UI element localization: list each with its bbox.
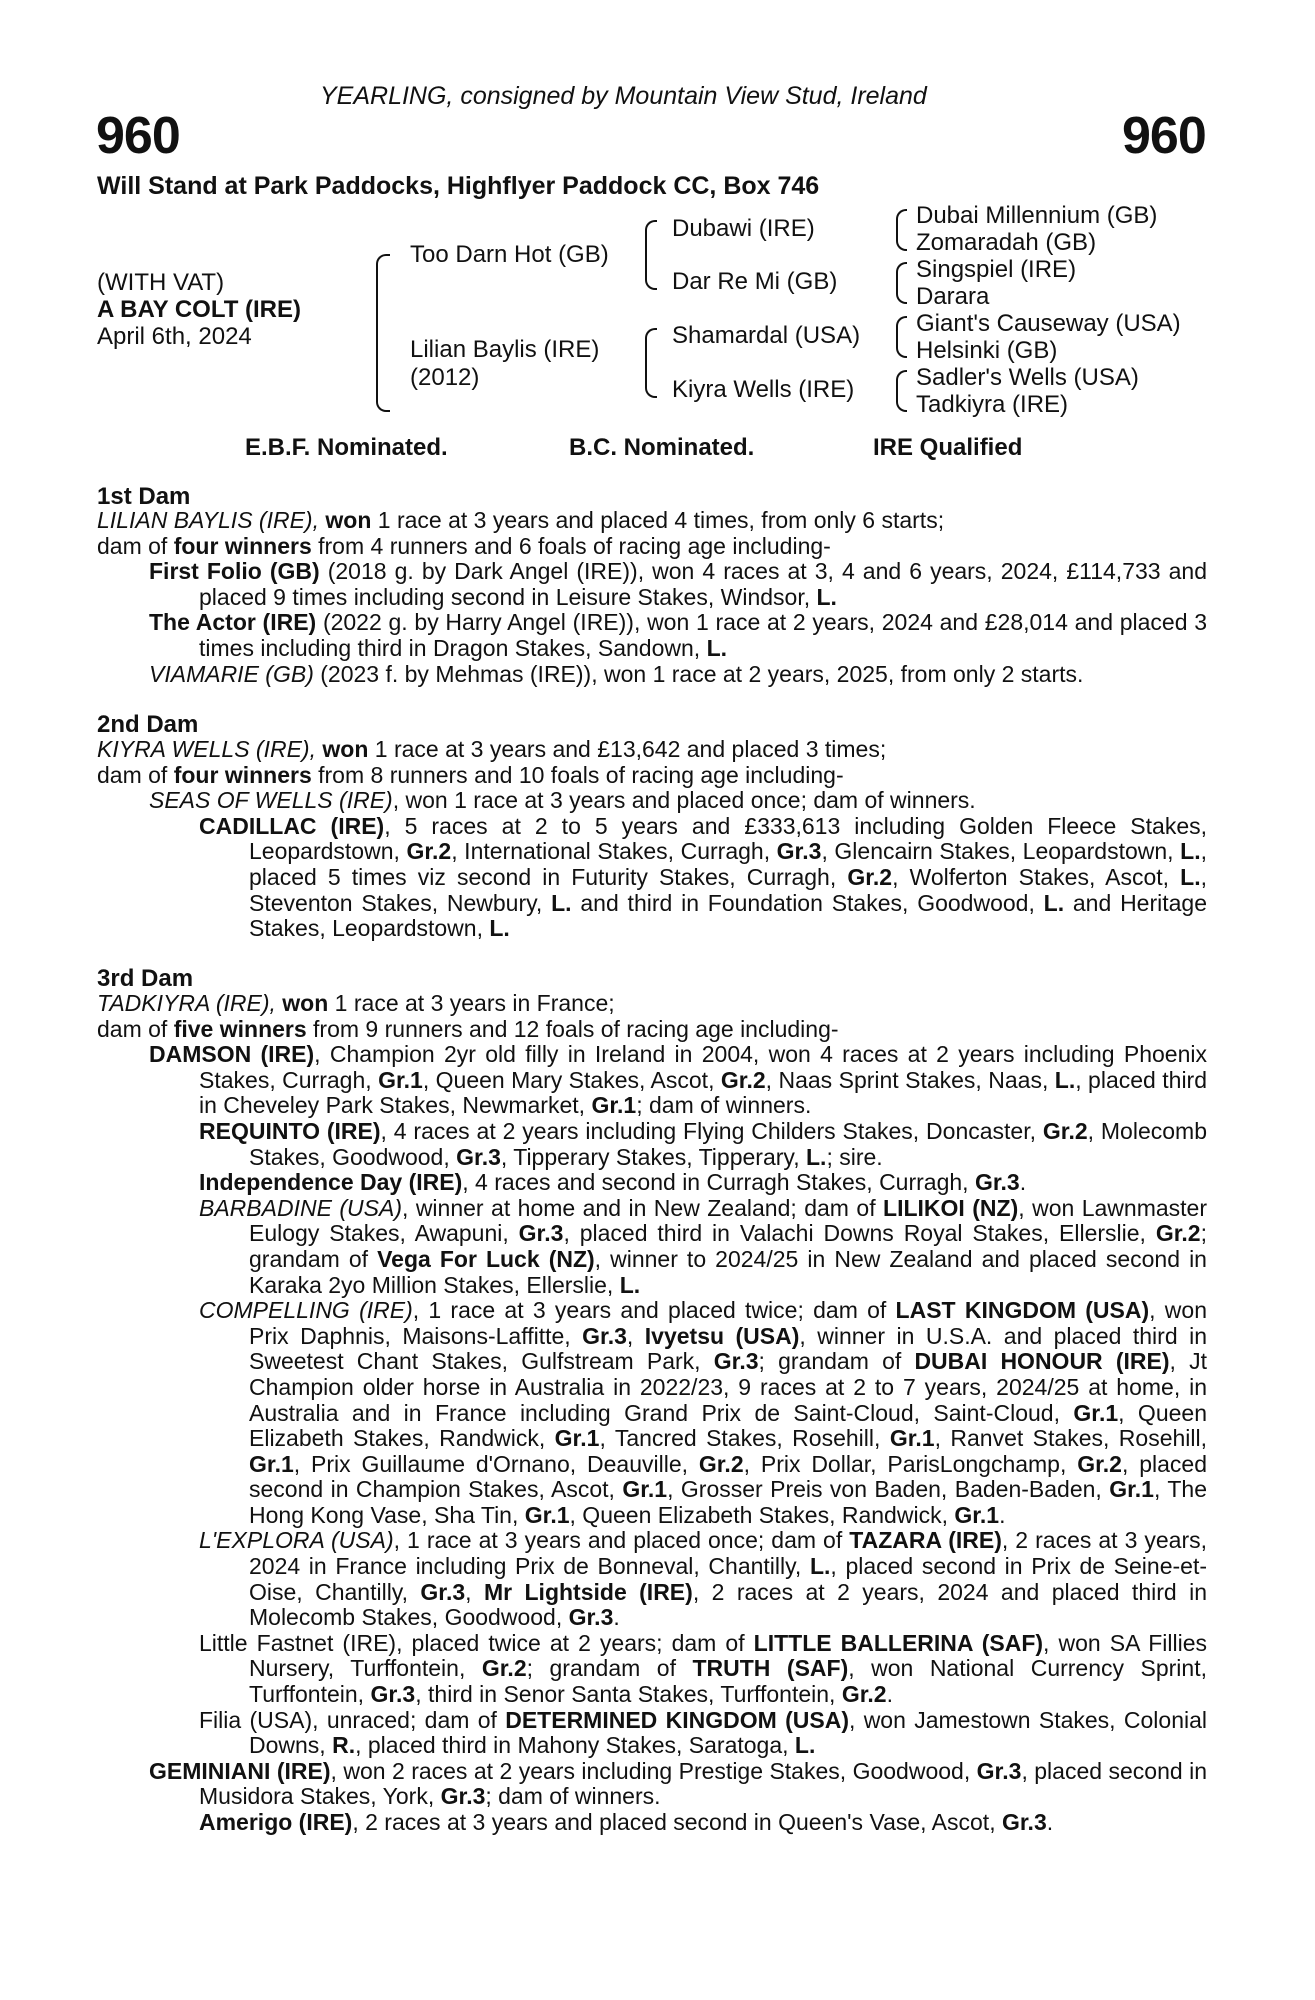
bracket-sire: [645, 220, 657, 290]
first-dam-block: [97, 508, 1207, 687]
first-dam-heading: 1st Dam: [97, 483, 191, 510]
entry-compelling: COMPELLING (IRE), 1 race at 3 years and placed twice; dam of LAST KINGDOM (USA), won Prix Daphnis, Maisons-Laffitte, Gr.3, Ivyetsu (USA), winner in U.S.A. and placed third in Sweetest Chant Stakes, Gulfstream Park, Gr.3; grandam of DUBAI HONOUR (IRE), Jt Champion older horse in Australia in 2022/23, 9 races at 2 to 7 years, 2024/25 at home, in Australia and in France including Grand Prix de Saint-Cloud, Saint-Cloud, Gr.1, Queen Elizabeth Stakes, Randwick, Gr.1, Tancred Stakes, Rosehill, Gr.1, Ranvet Stakes, Rosehill, Gr.1, Prix Guillaume d'Ornano, Deauville, Gr.2, Prix Dollar, ParisLongchamp, Gr.2, placed second in Champion Stakes, Ascot, Gr.1, Grosser Preis von Baden, Baden-Baden, Gr.1, The Hong Kong Vase, Sha Tin, Gr.1, Queen Elizabeth Stakes, Randwick, Gr.1.: [199, 1297, 1208, 1528]
second-dam-line1: KIYRA WELLS (IRE), won 1 race at 3 years and £13,642 and placed 3 times;: [97, 736, 887, 762]
vat-label: (WITH VAT): [97, 269, 225, 296]
second-dam-block: [97, 737, 1207, 942]
third-dam-block: [97, 991, 1207, 1836]
ancestor-3: Singspiel (IRE): [916, 256, 1077, 283]
second-dam-line2: dam of four winners from 8 runners and 10 foals of racing age including-: [97, 761, 844, 788]
dam-sire: Shamardal (USA): [672, 322, 861, 349]
third-dam-heading: 3rd Dam: [97, 965, 194, 992]
entry-lexplora: L'EXPLORA (USA), 1 race at 3 years and placed once; dam of TAZARA (IRE), 2 races at 3 years, 2024 in France including Prix de Bonneval, Chantilly, L., placed second in Prix de Seine-et-Oise, Chantilly, Gr.3, Mr Lightside (IRE), 2 races at 2 years, 2024 and placed third in Molecomb Stakes, Goodwood, Gr.3.: [199, 1527, 1208, 1631]
ancestor-4: Darara: [916, 283, 990, 310]
entry-geminiani: GEMINIANI (IRE), won 2 races at 2 years including Prestige Stakes, Goodwood, Gr.3, placed second in Musidora Stakes, York, Gr.3; dam of winners.: [149, 1757, 1207, 1810]
horse-name: A BAY COLT (IRE): [97, 296, 302, 323]
entry-viamarie: VIAMARIE (GB) (2023 f. by Mehmas (IRE)), won 1 race at 2 years, 2025, from only 2 starts.: [149, 660, 1084, 687]
lot-number-left: 960: [96, 107, 180, 165]
entry-cadillac: CADILLAC (IRE), 5 races at 2 to 5 years and £333,613 including Golden Fleece Stakes, Leopardstown, Gr.2, International Stakes, Curragh, Gr.3, Glencairn Stakes, Leopardstown, L., placed 5 times viz second in Futurity Stakes, Curragh, Gr.2, Wolferton Stakes, Ascot, L., Steventon Stakes, Newbury, L. and third in Foundation Stakes, Goodwood, L. and Heritage Stakes, Leopardstown, L.: [199, 812, 1208, 942]
bracket-g-sire-sire: [896, 209, 907, 251]
bracket-g-dam-sire: [896, 316, 907, 358]
ancestor-2: Zomaradah (GB): [916, 229, 1097, 256]
entry-amerigo: Amerigo (IRE), 2 races at 3 years and placed second in Queen's Vase, Ascot, Gr.3.: [199, 1809, 1054, 1835]
ancestor-7: Sadler's Wells (USA): [916, 364, 1139, 391]
second-dam-heading: 2nd Dam: [97, 711, 199, 738]
sire-dam: Dar Re Mi (GB): [672, 268, 838, 295]
foaling-date: April 6th, 2024: [97, 323, 252, 350]
entry-seas-of-wells: SEAS OF WELLS (IRE), won 1 race at 3 years and placed once; dam of winners.: [149, 787, 976, 814]
first-dam-line2: dam of four winners from 4 runners and 6 foals of racing age including-: [97, 532, 831, 559]
entry-filia: Filia (USA), unraced; dam of DETERMINED KINGDOM (USA), won Jamestown Stakes, Colonial Downs, R., placed third in Mahony Stakes, Saratoga, L.: [199, 1706, 1207, 1759]
ancestor-1: Dubai Millennium (GB): [916, 202, 1158, 229]
ancestor-6: Helsinki (GB): [916, 337, 1058, 364]
ire-qualified: IRE Qualified: [873, 434, 1023, 461]
third-dam-line2: dam of five winners from 9 runners and 12 foals of racing age including-: [97, 1015, 839, 1042]
first-dam-line1: LILIAN BAYLIS (IRE), won 1 race at 3 years and placed 4 times, from only 6 starts;: [97, 507, 945, 533]
bracket-g-dam-dam: [896, 370, 907, 412]
entry-the-actor: The Actor (IRE) (2022 g. by Harry Angel (IRE)), won 1 race at 2 years, 2024 and £28,014 and placed 3 times including third in Dragon Stakes, Sandown, L.: [149, 609, 1207, 661]
bracket-g-sire-dam: [896, 262, 907, 304]
bracket-main: [376, 254, 390, 412]
entry-barbadine: BARBADINE (USA), winner at home and in New Zealand; dam of LILIKOI (NZ), won Lawnmaster Eulogy Stakes, Awapuni, Gr.3, placed third in Valachi Downs Royal Stakes, Ellerslie, Gr.2; grandam of Vega For Luck (NZ), winner to 2024/25 in New Zealand and placed second in Karaka 2yo Million Stakes, Ellerslie, L.: [199, 1194, 1208, 1298]
consignor-line: YEARLING, consigned by Mountain View Stud, Ireland: [320, 82, 927, 110]
lot-number-right: 960: [1122, 107, 1206, 165]
entry-little-fastnet: Little Fastnet (IRE), placed twice at 2 years; dam of LITTLE BALLERINA (SAF), won SA Fillies Nursery, Turffontein, Gr.2; grandam of TRUTH (SAF), won National Currency Sprint, Turffontein, Gr.3, third in Senor Santa Stakes, Turffontein, Gr.2.: [199, 1629, 1207, 1708]
entry-requinto: REQUINTO (IRE), 4 races at 2 years including Flying Childers Stakes, Doncaster, Gr.2, Molecomb Stakes, Goodwood, Gr.3, Tipperary Stakes, Tipperary, L.; sire.: [199, 1117, 1207, 1170]
entry-independence-day: Independence Day (IRE), 4 races and second in Curragh Stakes, Curragh, Gr.3.: [199, 1169, 1027, 1196]
dam-dam: Kiyra Wells (IRE): [672, 376, 855, 403]
sire: Too Darn Hot (GB): [410, 241, 609, 268]
entry-first-folio: First Folio (GB) (2018 g. by Dark Angel (IRE)), won 4 races at 3, 4 and 6 years, 2024, £114,733 and placed 9 times including second in Leisure Stakes, Windsor, L.: [149, 558, 1207, 610]
ancestor-8: Tadkiyra (IRE): [916, 391, 1069, 418]
location-line: Will Stand at Park Paddocks, Highflyer Paddock CC, Box 746: [97, 172, 820, 200]
ebf-nomination: E.B.F. Nominated.: [245, 434, 448, 461]
third-dam-line1: TADKIYRA (IRE), won 1 race at 3 years in France;: [97, 990, 615, 1016]
ancestor-5: Giant's Causeway (USA): [916, 310, 1181, 337]
dam: Lilian Baylis (IRE): [410, 336, 600, 363]
sire-sire: Dubawi (IRE): [672, 215, 815, 242]
bc-nomination: B.C. Nominated.: [569, 434, 755, 461]
bracket-dam: [645, 328, 657, 398]
entry-damson: DAMSON (IRE), Champion 2yr old filly in Ireland in 2004, won 4 races at 2 years including Phoenix Stakes, Curragh, Gr.1, Queen Mary Stakes, Ascot, Gr.2, Naas Sprint Stakes, Naas, L., placed third in Cheveley Park Stakes, Newmarket, Gr.1; dam of winners.: [149, 1041, 1208, 1119]
dam-year: (2012): [410, 364, 480, 391]
